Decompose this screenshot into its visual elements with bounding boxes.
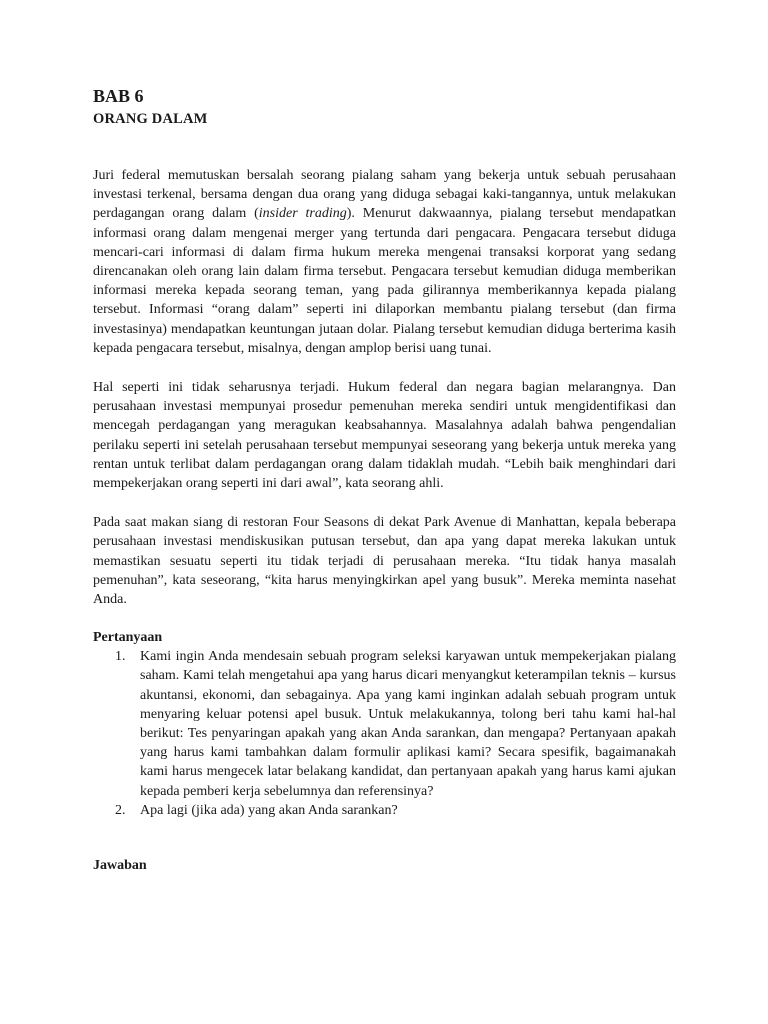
chapter-title: ORANG DALAM — [93, 111, 208, 127]
chapter-number: BAB 6 — [93, 86, 144, 106]
question-list — [93, 647, 676, 820]
paragraph-1 — [93, 166, 676, 358]
question-item-2 — [93, 801, 676, 820]
question-number: 1. — [115, 649, 126, 665]
questions-heading: Pertanyaan — [93, 630, 163, 646]
question-text: Kami ingin Anda mendesain sebuah program seleksi karyawan untuk mempekerjakan pialang saham. Kami telah mengetahui apa yang harus dicari menyangkut keterampilan teknis – kursus akuntansi, ekonomi, dan sebagainya. Apa yang kami inginkan adalah sebuah program untuk menyaring keluar potensi apel busuk. Untuk melakukannya, tolong beri tahu kami hal-hal berikut: Tes penyaringan apakah yang akan Anda sarankan, dan mengapa? Pertanyaan apakah yang harus kami tambahkan dalam formulir aplikasi kami? Secara spesifik, bagaimanakah kami harus mengecek latar belakang kandidat, dan pertanyaan apakah yang harus kami ajukan kepada pemberi kerja sebelumnya dan referensinya? — [140, 649, 676, 799]
paragraph-1-text-b: ). Menurut dakwaannya, pialang tersebut mendapatkan informasi orang dalam mengenai merger yang tertunda dari pengacara. Pengacara tersebut diduga mencari-cari informasi di dalam firma hukum mereka mengenai transaksi korporat yang sedang direncanakan oleh orang lain dalam firma tersebut. Pengacara tersebut kemudian diduga memberikan informasi mereka kepada seorang teman, yang pada gilirannya memberikannya kepada pialang tersebut. Informasi “orang dalam” seperti ini dilaporkan membantu pialang tersebut (dan firma investasinya) mendapatkan keuntungan jutaan dolar. Pialang tersebut kemudian diduga berterima kasih kepada pengacara tersebut, misalnya, dengan amplop berisi uang tunai. — [93, 206, 676, 356]
paragraph-1-text-a: Juri federal memutuskan bersalah seorang pialang saham yang bekerja untuk sebuah perusahaan investasi terkenal, bersama dengan dua orang yang diduga sebagai kaki-tangannya, untuk melakukan perdagangan orang dalam ( — [93, 168, 676, 222]
question-number: 2. — [115, 802, 126, 818]
answer-heading: Jawaban — [93, 858, 147, 874]
document-page — [93, 86, 676, 875]
paragraph-3: Pada saat makan siang di restoran Four Seasons di dekat Park Avenue di Manhattan, kepala beberapa perusahaan investasi mendiskusikan putusan tersebut, dan apa yang dapat mereka lakukan untuk memastikan sesuatu seperti itu tidak terjadi di perusahaan mereka. “Itu tidak hanya masalah pemenuhan”, kata seseorang, “kita harus menyingkirkan apel yang busuk”. Mereka meminta nasehat Anda. — [93, 515, 676, 608]
question-text: Apa lagi (jika ada) yang akan Anda sarankan? — [140, 802, 398, 818]
question-item-1 — [93, 647, 676, 801]
paragraph-2: Hal seperti ini tidak seharusnya terjadi. Hukum federal dan negara bagian melarangnya. Dan perusahaan investasi mempunyai prosedur pemenuhan mereka sendiri untuk mengidentifikasi dan mencegah perdagangan yang meragukan keabsahannya. Masalahnya adalah bahwa pengendalian perilaku seperti ini setelah perusahaan tersebut mempunyai seseorang yang bekerja untuk mereka yang rentan untuk terlibat dalam perdagangan orang dalam tidaklah mudah. “Lebih baik menghindari dari mempekerjakan orang seperti ini dari awal”, kata seorang ahli. — [93, 380, 676, 492]
paragraph-1-italic-term: insider trading — [258, 206, 347, 222]
